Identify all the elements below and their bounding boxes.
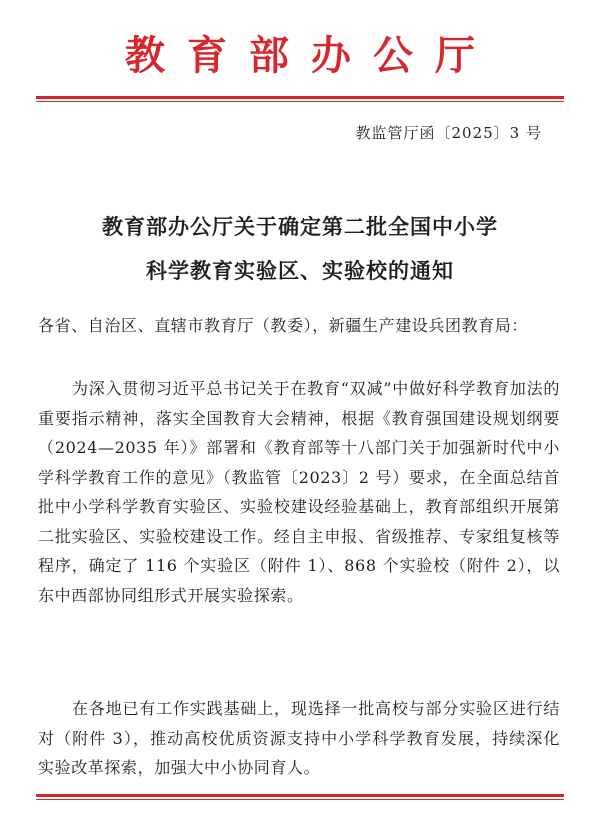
issuer-header: 教育部办公厅 <box>125 32 497 79</box>
body-paragraph-2: 在各地已有工作实践基础上，现选择一批高校与部分实验区进行结对（附件 3），推动高校优质资源支持中小学科学教育发展，持续深化实验改革探索，加强大中小协同育人。 <box>38 699 560 777</box>
footer-divider-thick <box>36 794 564 797</box>
header-divider-thick <box>36 96 564 99</box>
document-title-line-1: 教育部办公厅关于确定第二批全国中小学 <box>102 215 498 239</box>
body-paragraph-1: 为深入贯彻习近平总书记关于在教育“双减”中做好科学教育加法的重要指示精神，落实全国教育大会精神，根据《教育强国建设规划纲要（2024—2035 年）》部署和《教育部等十八部门关于加强新时代中小学科学教育工作的意见》（教监管〔2023〕2 号）要求，在全面总结首批中小学科学教育实验区、实验校建设经验基础上，教育部组织开展第二批实验区、实验校建设工作。经自主申报、省级推荐、专家组复核等程序，确定了 116 个实验区（附件 1）、868 个实验校（附件 2），以东中西部协同组形式开展实验探索。 <box>38 379 560 605</box>
salutation: 各省、自治区、直辖市教育厅（教委），新疆生产建设兵团教育局： <box>38 316 529 335</box>
document-number: 教监管厅函〔2025〕3 号 <box>355 124 542 142</box>
header-divider-thin <box>36 101 564 102</box>
document-title-line-2: 科学教育实验区、实验校的通知 <box>146 259 454 283</box>
footer-divider-thin <box>36 799 564 800</box>
